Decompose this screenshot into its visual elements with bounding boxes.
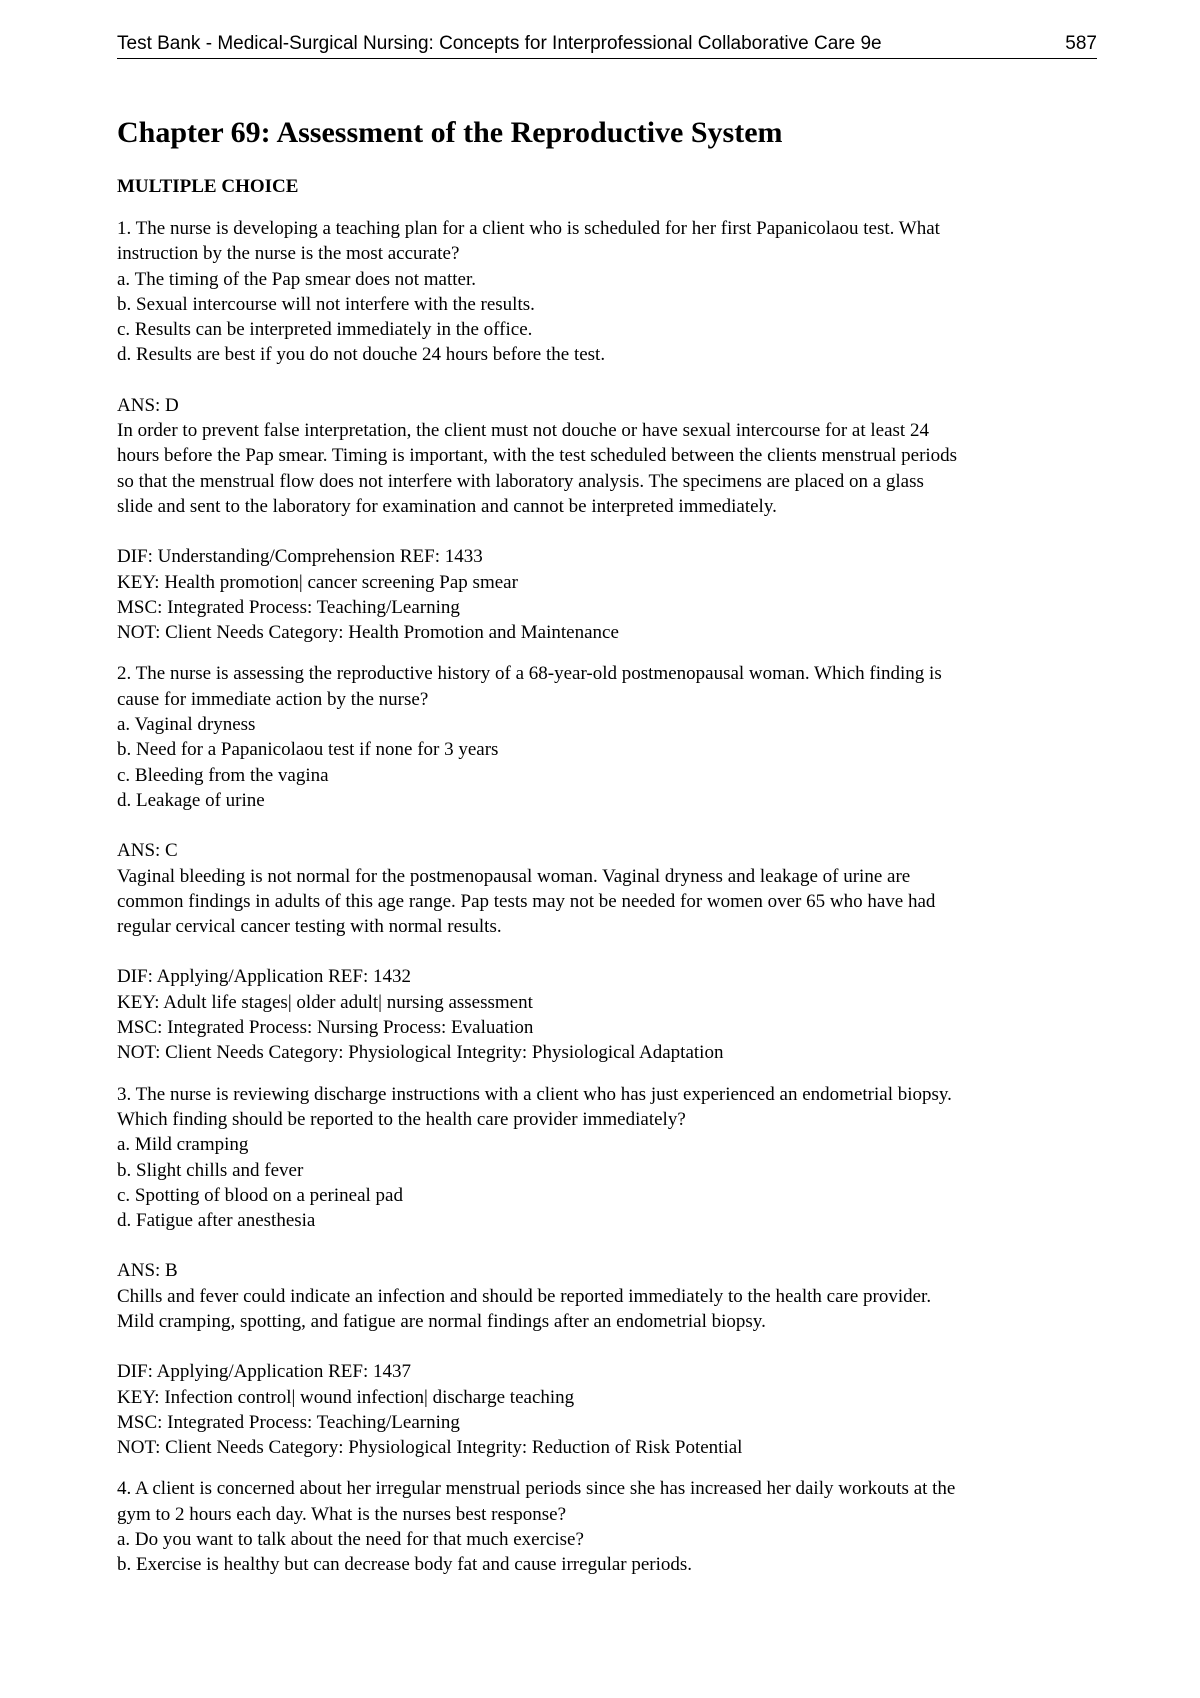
answer-option: a. Do you want to talk about the need for that much exercise? [117, 1529, 584, 1551]
answer-option: a. Vaginal dryness [117, 714, 256, 736]
meta-line: MSC: Integrated Process: Teaching/Learning [117, 1411, 460, 1433]
answer-option: b. Need for a Papanicolaou test if none for 3 years [117, 739, 499, 761]
answer-key: ANS: B [117, 1260, 178, 1282]
answer-option: d. Results are best if you do not douche 24 hours before the test. [117, 344, 606, 366]
document-body [117, 110, 1097, 1578]
answer-option: a. The timing of the Pap smear does not matter. [117, 268, 476, 290]
meta-line: NOT: Client Needs Category: Physiological Integrity: Physiological Adaptation [117, 1042, 724, 1064]
question-3 [117, 1082, 1097, 1461]
answer-key: ANS: D [117, 394, 179, 416]
rationale-line: so that the menstrual flow does not interfere with laboratory analysis. The specimens are placed on a glass [117, 470, 924, 492]
question-stem-line: cause for immediate action by the nurse? [117, 688, 429, 710]
rationale-line: Vaginal bleeding is not normal for the postmenopausal woman. Vaginal dryness and leakage of urine are [117, 865, 911, 887]
answer-option: b. Slight chills and fever [117, 1159, 304, 1181]
question-2 [117, 661, 1097, 1065]
meta-line: DIF: Applying/Application REF: 1432 [117, 966, 411, 988]
question-stem-line: gym to 2 hours each day. What is the nurses best response? [117, 1503, 567, 1525]
answer-option: c. Bleeding from the vagina [117, 764, 329, 786]
answer-option: b. Sexual intercourse will not interfere with the results. [117, 293, 535, 315]
rationale-line: In order to prevent false interpretation, the client must not douche or have sexual intercourse for at least 24 [117, 420, 929, 442]
answer-option: b. Exercise is healthy but can decrease body fat and cause irregular periods. [117, 1554, 693, 1576]
answer-option: d. Fatigue after anesthesia [117, 1210, 316, 1232]
answer-option: d. Leakage of urine [117, 789, 265, 811]
rationale-line: regular cervical cancer testing with normal results. [117, 916, 502, 938]
question-stem-line: 2. The nurse is assessing the reproductive history of a 68-year-old postmenopausal woman. Which finding is [117, 663, 942, 685]
answer-option: c. Results can be interpreted immediately in the office. [117, 319, 533, 341]
answer-key: ANS: C [117, 840, 178, 862]
meta-line: MSC: Integrated Process: Teaching/Learning [117, 596, 460, 618]
meta-line: KEY: Health promotion| cancer screening Pap smear [117, 571, 518, 593]
meta-line: NOT: Client Needs Category: Health Promotion and Maintenance [117, 622, 619, 644]
header-title: Test Bank - Medical-Surgical Nursing: Concepts for Interprofessional Collaborative Care 9e [117, 33, 882, 54]
section-heading: MULTIPLE CHOICE [117, 176, 299, 197]
rationale-line: slide and sent to the laboratory for examination and cannot be interpreted immediately. [117, 495, 777, 517]
answer-option: c. Spotting of blood on a perineal pad [117, 1184, 403, 1206]
rationale-line: common findings in adults of this age range. Pap tests may not be needed for women over 65 who have had [117, 890, 936, 912]
question-stem-line: 1. The nurse is developing a teaching plan for a client who is scheduled for her first Papanicolaou test. What [117, 218, 940, 239]
meta-line: KEY: Adult life stages| older adult| nursing assessment [117, 991, 533, 1013]
rationale-line: Mild cramping, spotting, and fatigue are normal findings after an endometrial biopsy. [117, 1310, 766, 1332]
question-4 [117, 1476, 1097, 1577]
page-header [117, 32, 1097, 59]
page-number: 587 [1065, 33, 1097, 54]
question-stem-line: instruction by the nurse is the most accurate? [117, 243, 460, 265]
question-1 [117, 216, 1097, 645]
answer-option: a. Mild cramping [117, 1134, 249, 1156]
meta-line: NOT: Client Needs Category: Physiological Integrity: Reduction of Risk Potential [117, 1437, 743, 1459]
meta-line: MSC: Integrated Process: Nursing Process: Evaluation [117, 1017, 534, 1039]
question-stem-line: 4. A client is concerned about her irregular menstrual periods since she has increased her daily workouts at the [117, 1478, 956, 1500]
chapter-title: Chapter 69: Assessment of the Reproductive System [117, 116, 783, 149]
meta-line: KEY: Infection control| wound infection| discharge teaching [117, 1386, 575, 1408]
question-stem-line: Which finding should be reported to the health care provider immediately? [117, 1108, 686, 1130]
rationale-line: Chills and fever could indicate an infection and should be reported immediately to the health care provider. [117, 1285, 932, 1307]
meta-line: DIF: Applying/Application REF: 1437 [117, 1361, 411, 1383]
rationale-line: hours before the Pap smear. Timing is important, with the test scheduled between the clients menstrual periods [117, 445, 958, 467]
question-stem-line: 3. The nurse is reviewing discharge instructions with a client who has just experienced an endometrial biopsy. [117, 1083, 952, 1105]
meta-line: DIF: Understanding/Comprehension REF: 1433 [117, 546, 483, 568]
